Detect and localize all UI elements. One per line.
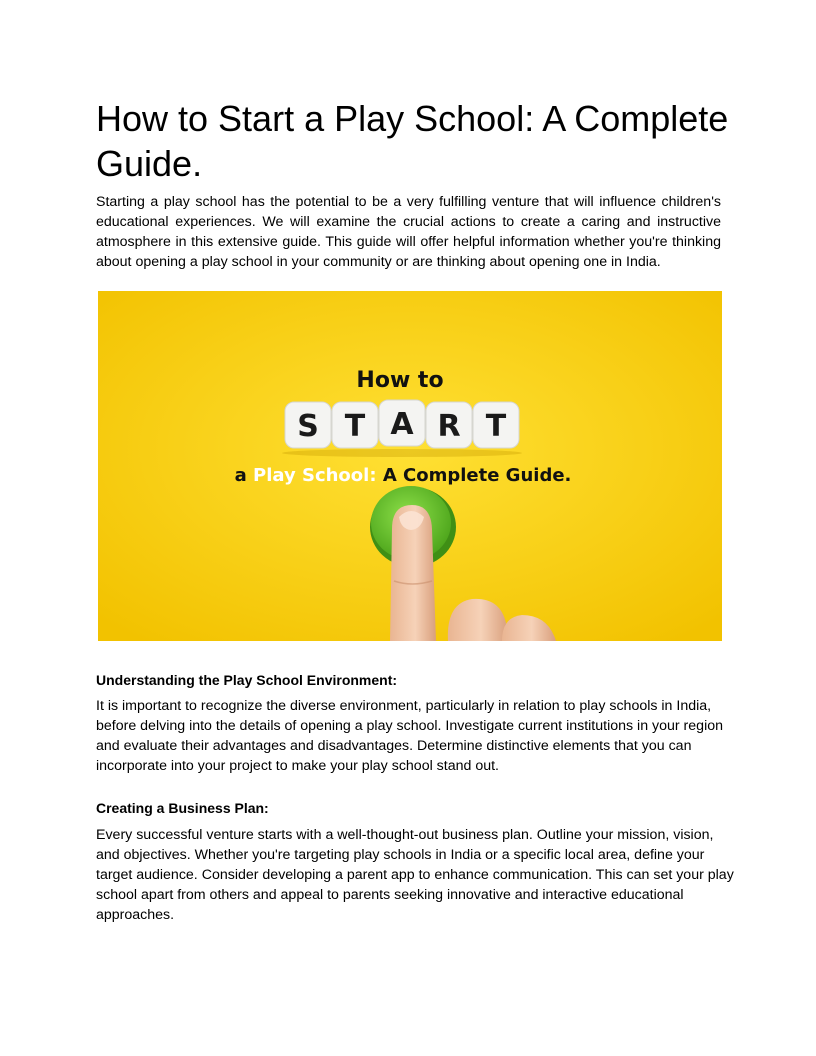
die-letter: T	[344, 409, 366, 444]
die-r	[426, 402, 472, 448]
die-a	[379, 400, 425, 446]
hero-illustration	[98, 291, 722, 641]
intro-paragraph: Starting a play school has the potential to be a very fulfilling venture that will influence children's educational experiences. We will examine the crucial actions to create a caring and instructive atmosphere in this extensive guide. This guide will offer helpful information whether you're thinking about opening a play school in your community or are thinking about opening one in India.	[96, 194, 721, 270]
die-letter: T	[485, 409, 507, 444]
section-body-business-plan: Every successful venture starts with a well-thought-out business plan. Outline your mission, vision, and objectives. Whether you're targeting play schools in India or a specific local area, define your target audience. Consider developing a parent app to enhance communication. This can set your play school apart from others and appeal to parents seeking innovative and interactive educational approaches.	[96, 827, 734, 923]
die-letter: S	[297, 409, 319, 444]
die-t2	[473, 402, 519, 448]
die-letter: R	[437, 409, 461, 444]
document-title: How to Start a Play School: A Complete Guide.	[96, 98, 729, 184]
section-heading-business-plan: Creating a Business Plan:	[96, 800, 269, 816]
die-s	[285, 402, 331, 448]
hero-image	[98, 291, 722, 641]
section-heading-environment: Understanding the Play School Environment:	[96, 672, 398, 688]
die-t	[332, 402, 378, 448]
hero-line3: a Play School: A Complete Guide.	[234, 465, 572, 486]
die-letter: A	[390, 407, 414, 442]
section-body-environment: It is important to recognize the diverse environment, particularly in relation to play schools in India, before delving into the details of opening a play school. Investigate current institutions in your region and evaluate their advantages and disadvantages. Determine distinctive elements that you can incorporate into your project to make your play school stand out.	[96, 698, 724, 774]
hero-line1: How to	[356, 368, 444, 393]
